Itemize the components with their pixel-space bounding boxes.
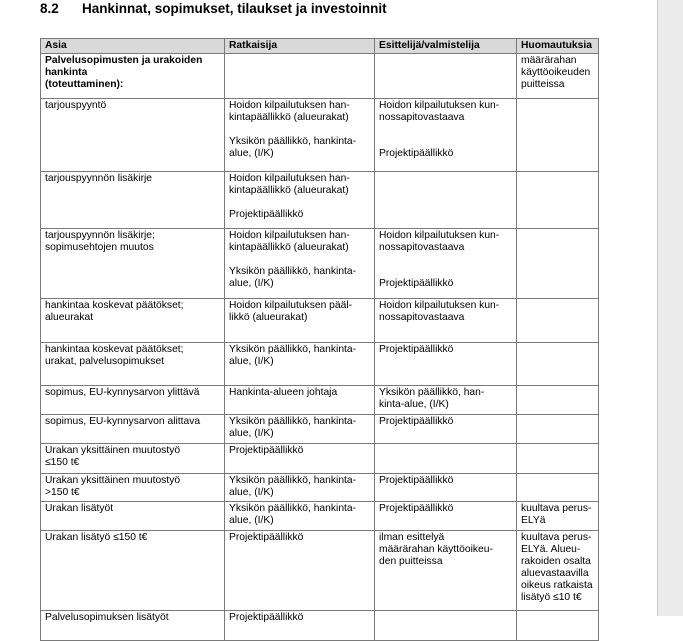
cell-text-line: Urakan yksittäinen muutostyö bbox=[45, 475, 181, 486]
cell-ratkaisija bbox=[225, 343, 375, 386]
cell-huomautuksia bbox=[517, 54, 599, 99]
cell-text-line: Projektipäällikkö bbox=[229, 532, 304, 543]
cell-text-line: ≤150 t€ bbox=[45, 457, 80, 468]
cell-text-line: hankinta bbox=[45, 67, 88, 78]
cell-text-line: nossapitovastaava bbox=[379, 242, 465, 253]
cell-text-line: Yksikön päällikkö, hankinta- bbox=[229, 503, 357, 514]
cell-text-line: Yksikön päällikkö, han- bbox=[379, 387, 485, 398]
cell-text-line: Projektipäällikkö bbox=[229, 445, 304, 456]
cell-ratkaisija bbox=[225, 229, 375, 299]
cell-asia bbox=[41, 299, 225, 343]
cell-ratkaisija bbox=[225, 531, 375, 611]
cell-asia bbox=[41, 343, 225, 386]
section-title: Hankinnat, sopimukset, tilaukset ja investoinnit bbox=[82, 1, 387, 16]
cell-esittelija bbox=[375, 99, 517, 172]
cell-text-line: ilman esittelyä bbox=[379, 532, 445, 543]
cell-spacer bbox=[379, 124, 513, 136]
cell-text-line: sopimusehtojen muutos bbox=[45, 242, 154, 253]
cell-esittelija bbox=[375, 474, 517, 502]
cell-esittelija bbox=[375, 415, 517, 444]
cell-esittelija bbox=[375, 386, 517, 415]
cell-ratkaisija bbox=[225, 444, 375, 474]
cell-text-line: Hoidon kilpailutuksen han- bbox=[229, 173, 350, 184]
cell-text-line: Projektipäällikkö bbox=[379, 278, 454, 289]
cell-ratkaisija bbox=[225, 299, 375, 343]
cell-esittelija bbox=[375, 611, 517, 641]
cell-text-line: Hoidon kilpailutuksen kun- bbox=[379, 100, 500, 111]
cell-text-line: käyttöoikeuden bbox=[521, 67, 591, 78]
cell-asia bbox=[41, 172, 225, 229]
cell-esittelija bbox=[375, 299, 517, 343]
table-row bbox=[41, 172, 599, 229]
cell-text-line: alue, (I/K) bbox=[229, 515, 274, 526]
cell-text-line: hankintaa koskevat päätökset; bbox=[45, 344, 184, 355]
cell-text-line: hankintaa koskevat päätökset; bbox=[45, 300, 184, 311]
table-body bbox=[41, 54, 599, 641]
cell-spacer bbox=[379, 136, 513, 148]
cell-huomautuksia bbox=[517, 611, 599, 641]
cell-text-line: Projektipäällikkö bbox=[379, 344, 454, 355]
cell-text-line: kinta-alue, (I/K) bbox=[379, 399, 449, 410]
cell-esittelija bbox=[375, 502, 517, 531]
cell-ratkaisija bbox=[225, 386, 375, 415]
cell-asia bbox=[41, 611, 225, 641]
cell-text-line: Projektipäällikkö bbox=[379, 475, 454, 486]
cell-text-line: Hoidon kilpailutuksen kun- bbox=[379, 230, 500, 241]
cell-text-line: kintapäällikkö (alueurakat) bbox=[229, 242, 349, 253]
cell-text-line: Projektipäällikkö bbox=[379, 148, 454, 159]
cell-text-line: alue, (I/K) bbox=[229, 428, 274, 439]
cell-text-line: määrärahan bbox=[521, 55, 577, 66]
cell-esittelija bbox=[375, 343, 517, 386]
cell-text-line: sopimus, EU-kynnysarvon ylittävä bbox=[45, 387, 200, 398]
cell-huomautuksia bbox=[517, 343, 599, 386]
header-esittelija: Esittelijä/valmistelija bbox=[375, 39, 517, 54]
cell-text-line: Yksikön päällikkö, hankinta- bbox=[229, 416, 357, 427]
cell-spacer bbox=[229, 124, 371, 136]
cell-text-line: Palvelusopimuksen lisätyöt bbox=[45, 612, 169, 623]
cell-asia bbox=[41, 415, 225, 444]
cell-text-line: tarjouspyyntö bbox=[45, 100, 107, 111]
cell-text-line: Hoidon kilpailutuksen kun- bbox=[379, 300, 500, 311]
cell-esittelija bbox=[375, 229, 517, 299]
cell-text-line: Palvelusopimusten ja urakoiden bbox=[45, 55, 203, 66]
cell-text-line: ELYä bbox=[521, 515, 546, 526]
cell-asia bbox=[41, 99, 225, 172]
cell-ratkaisija bbox=[225, 474, 375, 502]
cell-text-line: alue, (I/K) bbox=[229, 487, 274, 498]
cell-text-line: Hankinta-alueen johtaja bbox=[229, 387, 338, 398]
cell-asia bbox=[41, 386, 225, 415]
cell-huomautuksia bbox=[517, 299, 599, 343]
cell-text-line: alueurakat bbox=[45, 312, 94, 323]
cell-text-line: kuultava perus- bbox=[521, 532, 592, 543]
cell-huomautuksia bbox=[517, 99, 599, 172]
cell-text-line: >150 t€ bbox=[45, 487, 80, 498]
cell-asia bbox=[41, 229, 225, 299]
table-row bbox=[41, 502, 599, 531]
table-row bbox=[41, 299, 599, 343]
cell-huomautuksia bbox=[517, 415, 599, 444]
cell-ratkaisija bbox=[225, 611, 375, 641]
cell-esittelija bbox=[375, 172, 517, 229]
cell-asia bbox=[41, 474, 225, 502]
table-row bbox=[41, 415, 599, 444]
cell-text-line: Yksikön päällikkö, hankinta- bbox=[229, 344, 357, 355]
cell-text-line: alue, (I/K) bbox=[229, 148, 274, 159]
cell-text-line: tarjouspyynnön lisäkirje; bbox=[45, 230, 155, 241]
table-row bbox=[41, 531, 599, 611]
cell-text-line: Hoidon kilpailutuksen han- bbox=[229, 230, 350, 241]
cell-asia bbox=[41, 444, 225, 474]
cell-huomautuksia bbox=[517, 474, 599, 502]
cell-text-line: sopimus, EU-kynnysarvon alittava bbox=[45, 416, 201, 427]
cell-text-line: Urakan lisätyö ≤150 t€ bbox=[45, 532, 148, 543]
cell-text-line: (toteuttaminen): bbox=[45, 79, 124, 90]
header-huomautuksia: Huomautuksia bbox=[517, 39, 599, 54]
cell-esittelija bbox=[375, 444, 517, 474]
cell-text-line: nossapitovastaava bbox=[379, 112, 465, 123]
cell-text-line: kintapäällikkö (alueurakat) bbox=[229, 112, 349, 123]
delegation-table bbox=[40, 38, 599, 641]
table-header-row bbox=[41, 39, 599, 54]
cell-text-line: Urakan lisätyöt bbox=[45, 503, 114, 514]
table-row bbox=[41, 474, 599, 502]
cell-text-line: den puitteissa bbox=[379, 556, 443, 567]
cell-huomautuksia bbox=[517, 386, 599, 415]
cell-text-line: alue, (I/K) bbox=[229, 278, 274, 289]
cell-text-line: määrärahan käyttöoikeu- bbox=[379, 544, 493, 555]
cell-ratkaisija bbox=[225, 99, 375, 172]
cell-esittelija bbox=[375, 531, 517, 611]
cell-asia bbox=[41, 502, 225, 531]
cell-text-line: Urakan yksittäinen muutostyö bbox=[45, 445, 181, 456]
cell-text-line: Yksikön päällikkö, hankinta- bbox=[229, 136, 357, 147]
section-heading bbox=[40, 1, 387, 19]
cell-text-line: Projektipäällikkö bbox=[229, 612, 304, 623]
cell-text-line: rakoiden osalta bbox=[521, 556, 591, 567]
cell-text-line: kintapäällikkö (alueurakat) bbox=[229, 185, 349, 196]
cell-text-line: urakat, palvelusopimukset bbox=[45, 356, 165, 367]
cell-huomautuksia bbox=[517, 531, 599, 611]
cell-text-line: aluevastaavilla bbox=[521, 568, 589, 579]
cell-text-line: likkö (alueurakat) bbox=[229, 312, 308, 323]
cell-ratkaisija bbox=[225, 54, 375, 99]
cell-text-line: oikeus ratkaista bbox=[521, 580, 593, 591]
cell-text-line: kuultava perus- bbox=[521, 503, 592, 514]
cell-text-line: alue, (I/K) bbox=[229, 356, 274, 367]
table-row bbox=[41, 343, 599, 386]
cell-text-line: tarjouspyynnön lisäkirje bbox=[45, 173, 153, 184]
cell-spacer bbox=[229, 197, 371, 209]
cell-text-line: Projektipäällikkö bbox=[379, 503, 454, 514]
cell-text-line: puitteissa bbox=[521, 79, 565, 90]
cell-text-line: lisätyö ≤10 t€ bbox=[521, 592, 582, 603]
cell-text-line: Yksikön päällikkö, hankinta- bbox=[229, 475, 357, 486]
table-row bbox=[41, 99, 599, 172]
cell-text-line: Yksikön päällikkö, hankinta- bbox=[229, 266, 357, 277]
table-row bbox=[41, 54, 599, 99]
cell-huomautuksia bbox=[517, 229, 599, 299]
section-number: 8.2 bbox=[40, 1, 59, 16]
cell-text-line: Hoidon kilpailutuksen pääl- bbox=[229, 300, 353, 311]
header-ratkaisija: Ratkaisija bbox=[225, 39, 375, 54]
cell-spacer bbox=[379, 266, 513, 278]
cell-ratkaisija bbox=[225, 415, 375, 444]
cell-asia bbox=[41, 54, 225, 99]
table-row bbox=[41, 386, 599, 415]
cell-esittelija bbox=[375, 54, 517, 99]
cell-text-line: ELYä. Alueu- bbox=[521, 544, 581, 555]
table-row bbox=[41, 444, 599, 474]
header-asia: Asia bbox=[41, 39, 225, 54]
cell-text-line: Projektipäällikkö bbox=[379, 416, 454, 427]
cell-text-line: Hoidon kilpailutuksen han- bbox=[229, 100, 350, 111]
table-row bbox=[41, 229, 599, 299]
cell-text-line: nossapitovastaava bbox=[379, 312, 465, 323]
viewer-background bbox=[658, 0, 683, 616]
cell-spacer bbox=[379, 254, 513, 266]
cell-spacer bbox=[229, 254, 371, 266]
cell-text-line: Projektipäällikkö bbox=[229, 209, 304, 220]
cell-huomautuksia bbox=[517, 172, 599, 229]
table-row bbox=[41, 611, 599, 641]
cell-ratkaisija bbox=[225, 502, 375, 531]
cell-huomautuksia bbox=[517, 444, 599, 474]
cell-ratkaisija bbox=[225, 172, 375, 229]
cell-asia bbox=[41, 531, 225, 611]
cell-huomautuksia bbox=[517, 502, 599, 531]
